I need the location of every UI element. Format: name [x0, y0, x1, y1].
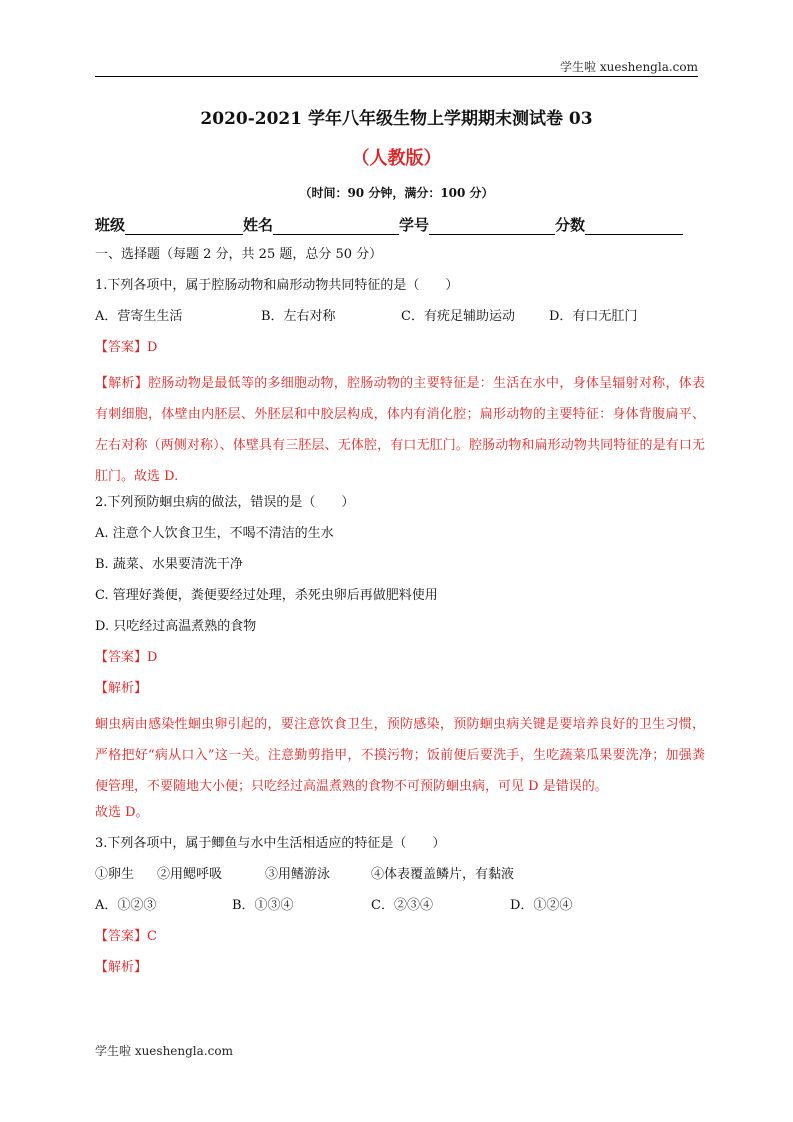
student-info-row: [95, 214, 705, 235]
q3-answer: 【答案】C: [95, 929, 157, 944]
q2-option-a: A. 注意个人饮食卫生，不喝不清洁的生水: [95, 526, 334, 541]
number-blank[interactable]: [429, 218, 555, 235]
q2-answer: 【答案】D: [95, 650, 158, 665]
q1-stem: 1.下列各项中，属于腔肠动物和扁形动物共同特征的是（ ）: [95, 278, 459, 293]
class-blank[interactable]: [125, 218, 243, 235]
q1-option-d: D．有口无肛门: [549, 309, 638, 324]
q3-feature-2: ②用鳃呼吸: [157, 867, 223, 882]
q1-analysis-label: 【解析】: [95, 376, 149, 391]
page-title: 2020-2021 学年八年级生物上学期期末测试卷 03: [200, 109, 593, 129]
q3-feature-3: ③用鳍游泳: [265, 867, 331, 882]
name-label: 姓名: [243, 216, 274, 234]
q1-answer: 【答案】D: [95, 340, 158, 355]
name-blank[interactable]: [273, 218, 399, 235]
q2-analysis-label: 【解析】: [95, 681, 148, 696]
q3-option-b: B．①③④: [232, 898, 294, 913]
q1-options: [95, 306, 705, 337]
q2-option-c: C. 管理好粪便，粪便要经过处理，杀死虫卵后再做肥料使用: [95, 588, 438, 603]
q1-analysis: [95, 368, 705, 492]
q3-feature-4: ④体表覆盖鳞片，有黏液: [371, 867, 515, 882]
document-body: [95, 244, 705, 988]
q1-option-a: A．营寄生生活: [95, 309, 183, 324]
score-label: 分数: [555, 216, 586, 234]
section-heading: 一、选择题（每题 2 分，共 25 题，总分 50 分）: [95, 247, 383, 262]
header-divider: [95, 76, 698, 77]
score-blank[interactable]: [585, 218, 683, 235]
class-label: 班级: [95, 216, 126, 234]
q2-conclusion: 故选 D。: [95, 805, 149, 820]
number-label: 学号: [399, 216, 430, 234]
q1-option-c: C．有疣足辅助运动: [401, 309, 515, 324]
q3-options: [95, 895, 705, 926]
header-site-text: 学生啦 xueshengla.com: [560, 60, 698, 74]
q3-stem: 3.下列各项中，属于鲫鱼与水中生活相适应的特征是（ ）: [95, 836, 446, 851]
time-info: （时间：90 分钟，满分：100 分）: [299, 186, 494, 200]
q3-feature-1: ①卵生: [95, 867, 135, 882]
footer-site-text: 学生啦 xueshengla.com: [95, 1044, 233, 1058]
q2-analysis: 蛔虫病由感染性蛔虫卵引起的，要注意饮食卫生，预防感染，预防蛔虫病关键是要培养良好的卫生习惯，严格把好“病从口入”这一关。注意勤剪指甲，不摸污物；饭前便后要洗手，生吃蔬菜瓜果要洗净；加强粪便管理，不要随地大小便；只吃经过高温煮熟的食物不可预防蛔虫病，可见 D 是错误的。: [95, 717, 705, 794]
q1-analysis-text: 腔肠动物是最低等的多细胞动物，腔肠动物的主要特征是：生活在水中，身体呈辐射对称，体表有刺细胞，体壁由内胚层、外胚层和中胶层构成，体内有消化腔；扁形动物的主要特征：身体背腹扁平、左右对称（两侧对称）、体壁具有三胚层、无体腔，有口无肛门。腔肠动物和扁形动物共同特征的是有口无肛门。故选 D.: [95, 376, 705, 484]
q1-option-b: B．左右对称: [261, 309, 336, 324]
q3-option-a: A．①②③: [95, 898, 157, 913]
edition-label: （人教版）: [351, 148, 442, 169]
q2-option-d: D. 只吃经过高温煮熟的食物: [95, 619, 257, 634]
q3-option-d: D．①②④: [510, 898, 573, 913]
q3-features: [95, 864, 705, 895]
q3-analysis-label: 【解析】: [95, 960, 148, 975]
q2-option-b: B. 蔬菜、水果要清洗干净: [95, 557, 243, 572]
q2-stem: 2.下列预防蛔虫病的做法，错误的是（ ）: [95, 495, 355, 510]
q3-option-c: C．②③④: [371, 898, 433, 913]
